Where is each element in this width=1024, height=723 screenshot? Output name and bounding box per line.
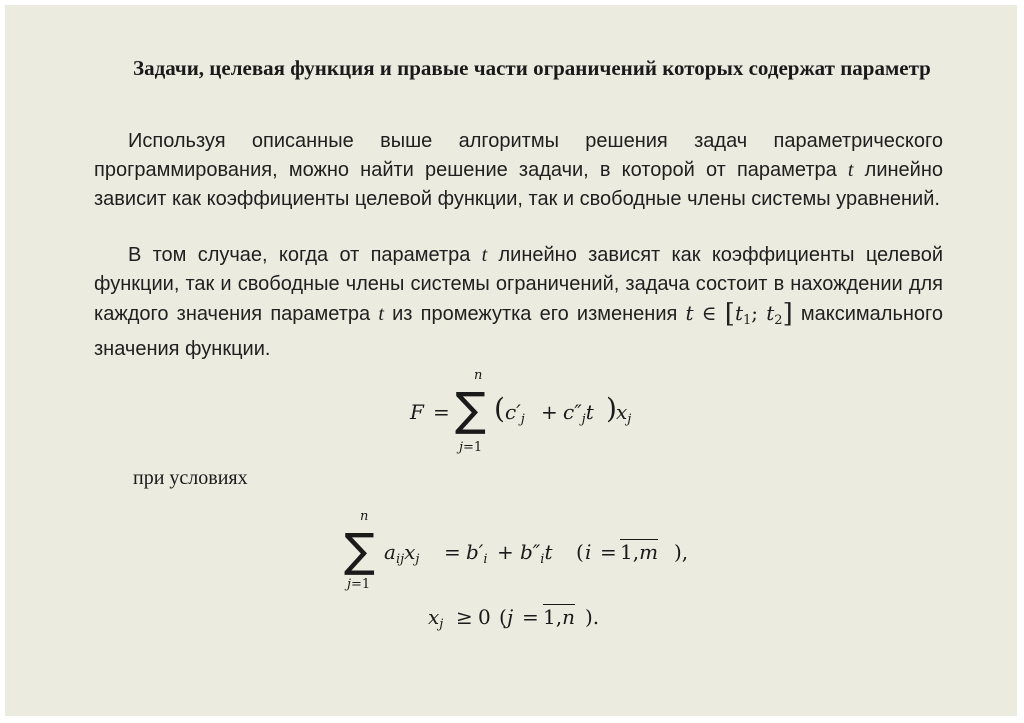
p2-param1: t — [481, 244, 488, 266]
p2-text2: линейно зависят как коэффициенты целевой функции, так и свободные члены системы ограничений, задача состоит в нахождении для каждого значения параметра — [94, 244, 943, 325]
interval-formula: t ∈ [$t_1$; $t_2$] — [685, 299, 793, 329]
p2-text4: максимального значения функции. — [94, 303, 944, 360]
conditions-label: при условиях — [133, 467, 248, 489]
sum-symbol: ∑ — [455, 382, 486, 436]
p2-param2: t — [378, 303, 384, 325]
p1-param: t — [847, 159, 854, 181]
slide-title: Задачи, целевая функция и правые части ограничений которых содержат параметр — [133, 56, 931, 80]
p2-text3: из промежутка его изменения — [383, 303, 686, 325]
sum-symbol-2: ∑ — [344, 523, 375, 577]
p1-text-after: линейно зависит как коэффициенты целевой функции, так и свободные члены системы уравнений. — [94, 159, 943, 210]
p2-text1: В том случае, когда от параметра — [128, 244, 482, 266]
p1-text-before: Используя описанные выше алгоритмы решения задач параметрического программирования, можно найти решение задачи, в которой от параметра — [94, 130, 943, 181]
paragraph-2 — [94, 241, 943, 364]
paragraph-1 — [94, 127, 943, 214]
